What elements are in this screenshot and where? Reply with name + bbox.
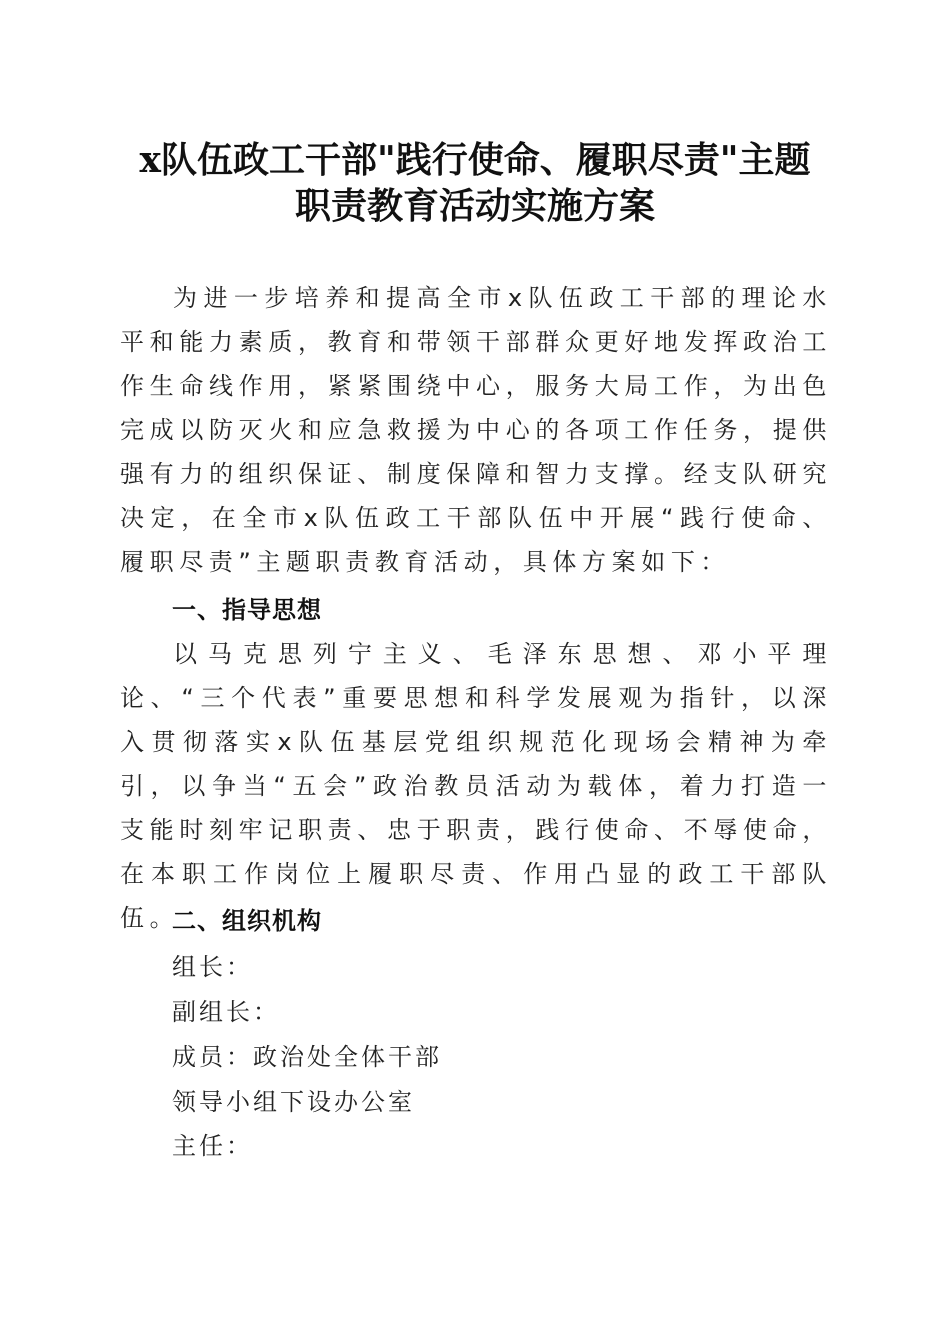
org-line-director: 主任： (172, 1132, 253, 1160)
section-heading-guiding-ideology: 一、指导思想 (172, 596, 322, 624)
org-line-members: 成员：政治处全体干部 (172, 1043, 442, 1071)
org-line-office: 领导小组下设办公室 (172, 1088, 415, 1116)
org-line-deputy-leader: 副组长： (172, 998, 280, 1026)
document-title-line-1: x队伍政工干部"践行使命、履职尽责"主题 (139, 139, 811, 181)
guiding-ideology-paragraph: 以马克思列宁主义、毛泽东思想、邓小平理论、“三个代表”重要思想和科学发展观为指针，以深入贯彻落实x队伍基层党组织规范化现场会精神为牵引，以争当“五会”政治教员活动为载体，着力打造一支能时刻牢记职责、忠于职责，践行使命、不辱使命，在本职工作岗位上履职尽责、作用凸显的政工干部队伍。 (120, 640, 832, 932)
section-heading-organization: 二、组织机构 (172, 907, 322, 935)
org-line-group-leader: 组长： (172, 953, 253, 981)
intro-paragraph: 为进一步培养和提高全市x队伍政工干部的理论水平和能力素质，教育和带领干部群众更好地发挥政治工作生命线作用，紧紧围绕中心，服务大局工作，为出色完成以防灭火和应急救援为中心的各项工作任务，提供强有力的组织保证、制度保障和智力支撑。经支队研究决定，在全市x队伍政工干部队伍中开展“践行使命、履职尽责”主题职责教育活动，具体方案如下： (120, 284, 832, 576)
document-title-line-2: 职责教育活动实施方案 (294, 185, 655, 227)
